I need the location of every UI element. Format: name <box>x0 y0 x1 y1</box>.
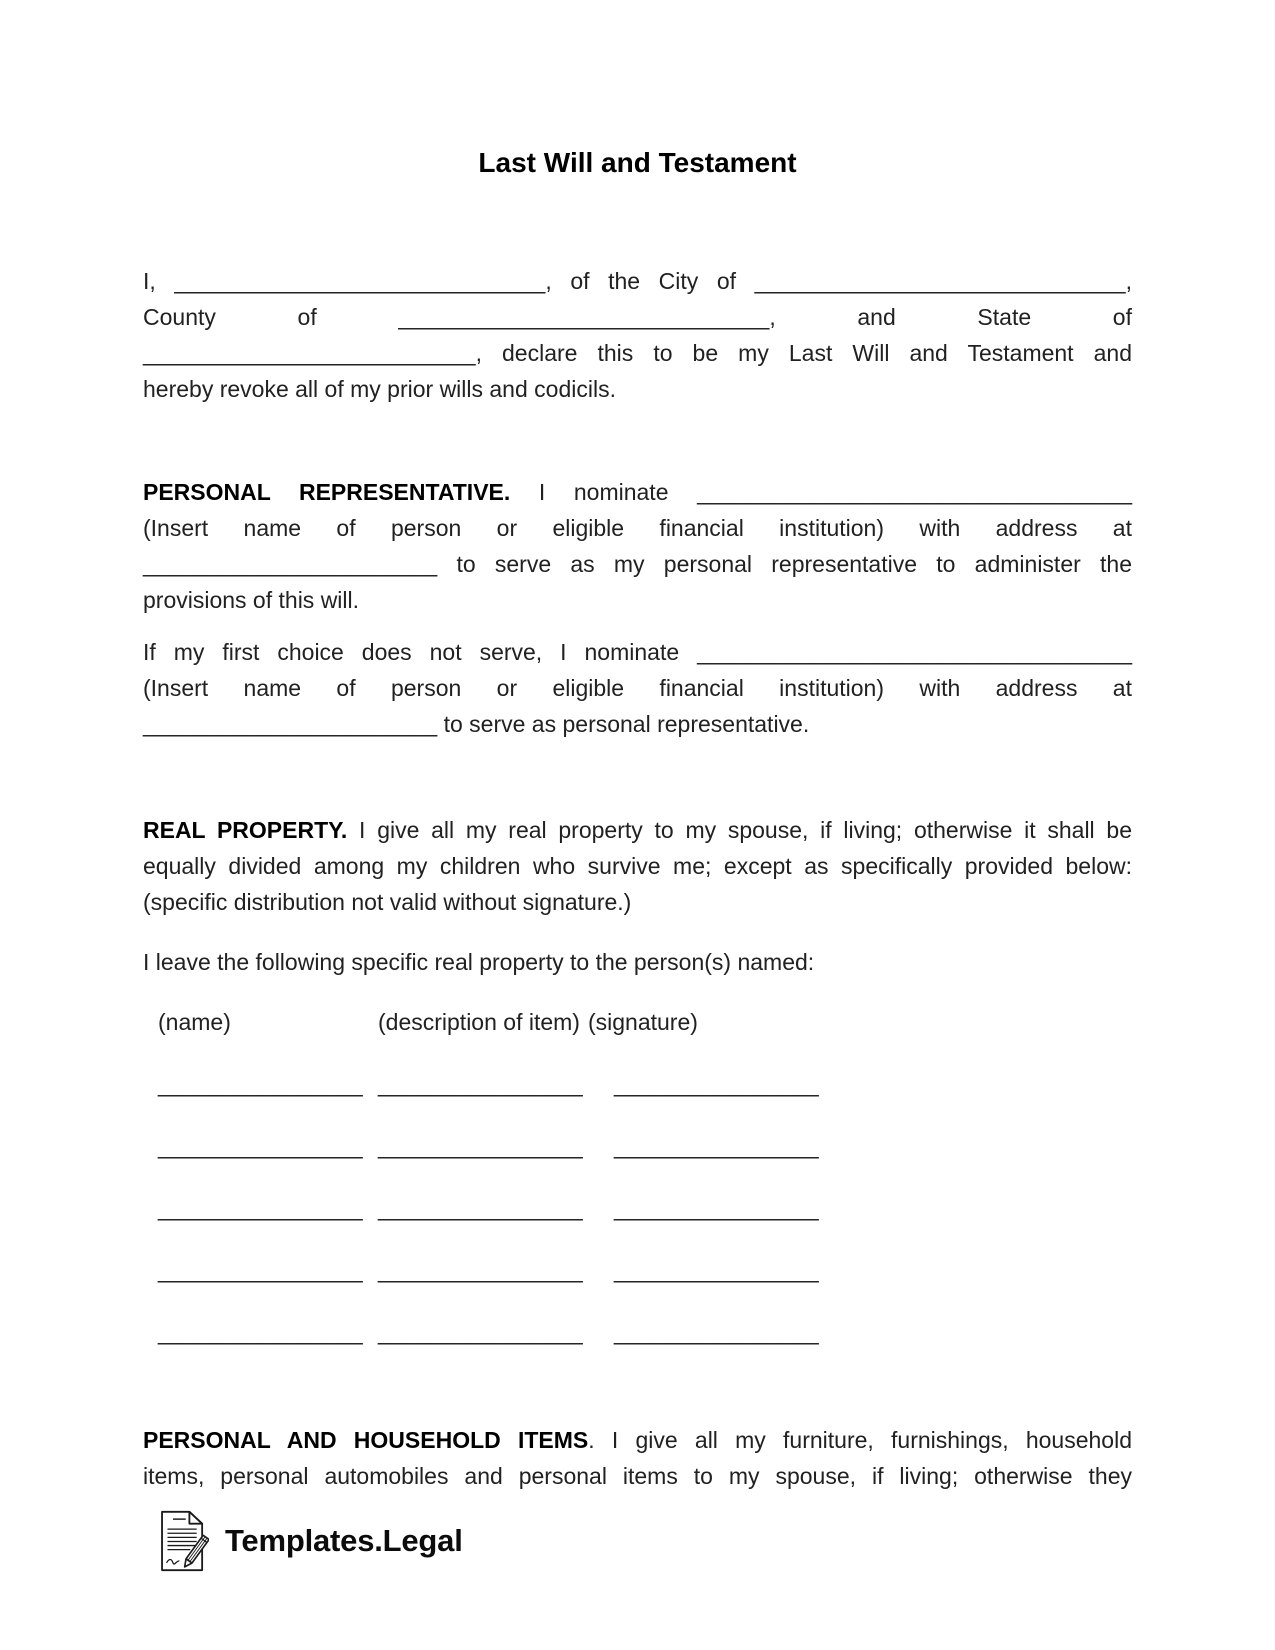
personal-representative-paragraph-2 <box>143 634 1132 742</box>
column-header-name-cell <box>143 1004 363 1040</box>
personal-representative-line-1 <box>143 474 1132 510</box>
property-table-header <box>143 1004 1132 1040</box>
table-row <box>143 1314 1132 1350</box>
brand-logo <box>157 1510 1132 1572</box>
blank-line-name: ________________ <box>158 1195 363 1221</box>
real-property-line-1 <box>143 812 1132 848</box>
intro-line-4: hereby revoke all of my prior wills and codicils. <box>143 376 616 402</box>
blank-line-name: ________________ <box>158 1133 363 1159</box>
blank-line-description: ________________ <box>378 1071 583 1097</box>
real-property-line-2: equally divided among my children who survive me; except as specifically provided below: <box>143 853 1132 879</box>
blank-line-description: ________________ <box>378 1133 583 1159</box>
personal-representative-paragraph-1 <box>143 474 1132 618</box>
blank-line-signature: ________________ <box>614 1319 819 1345</box>
column-header-signature: (signature) <box>587 1009 698 1035</box>
alternate-representative-line-3: _______________________ to serve as personal representative. <box>143 711 810 737</box>
intro-paragraph <box>143 263 1132 407</box>
personal-household-heading: PERSONAL AND HOUSEHOLD ITEMS <box>143 1427 589 1453</box>
column-header-group <box>363 1004 698 1040</box>
personal-household-line-2: items, personal automobiles and personal items to my spouse, if living; otherwise they <box>143 1463 1132 1489</box>
document-title: Last Will and Testament <box>478 147 797 178</box>
table-row <box>143 1252 1132 1288</box>
specific-property-lead-in: I leave the following specific real property to the person(s) named: <box>143 949 815 975</box>
blank-line-name: ________________ <box>158 1071 363 1097</box>
intro-line-3: __________________________, declare this to be my Last Will and Testament and <box>143 340 1132 366</box>
column-header-name: (name) <box>158 1009 231 1035</box>
personal-representative-line-3: _______________________ to serve as my personal representative to administer the <box>143 551 1132 577</box>
intro-line-1: I, _____________________________, of the City of _____________________________, <box>143 268 1132 294</box>
personal-representative-line-1-text: I nominate __________________________________ <box>510 479 1133 505</box>
blank-line-signature: ________________ <box>614 1257 819 1283</box>
alternate-representative-line-1: If my first choice does not serve, I nominate __________________________________ <box>143 639 1132 665</box>
document-pen-icon <box>157 1510 209 1572</box>
table-row <box>143 1066 1132 1102</box>
blank-line-description: ________________ <box>378 1195 583 1221</box>
alternate-representative-line-2: (Insert name of person or eligible financial institution) with address at <box>143 675 1132 701</box>
column-header-description: (description of item) <box>378 1009 580 1035</box>
blank-line-name: ________________ <box>158 1257 363 1283</box>
intro-line-2: County of _____________________________, and State of <box>143 304 1132 330</box>
real-property-line-3: (specific distribution not valid without signature.) <box>143 889 632 915</box>
blank-line-name: ________________ <box>158 1319 363 1345</box>
real-property-line-1-text: I give all my real property to my spouse, if living; otherwise it shall be <box>347 817 1132 843</box>
real-property-paragraph <box>143 812 1132 920</box>
personal-household-paragraph <box>143 1422 1132 1494</box>
personal-representative-heading: PERSONAL REPRESENTATIVE. <box>143 479 511 505</box>
blank-line-signature: ________________ <box>614 1071 819 1097</box>
brand-name: Templates.Legal <box>225 1523 463 1558</box>
personal-representative-line-2: (Insert name of person or eligible financial institution) with address at <box>143 515 1132 541</box>
real-property-heading: REAL PROPERTY. <box>143 817 348 843</box>
table-row <box>143 1190 1132 1226</box>
personal-household-line-1 <box>143 1422 1132 1458</box>
blank-line-signature: ________________ <box>614 1195 819 1221</box>
personal-household-line-1-text: . I give all my furniture, furnishings, household <box>588 1427 1133 1453</box>
blank-line-description: ________________ <box>378 1319 583 1345</box>
blank-line-signature: ________________ <box>614 1133 819 1159</box>
table-row <box>143 1128 1132 1164</box>
blank-line-description: ________________ <box>378 1257 583 1283</box>
personal-representative-line-4: provisions of this will. <box>143 587 360 613</box>
